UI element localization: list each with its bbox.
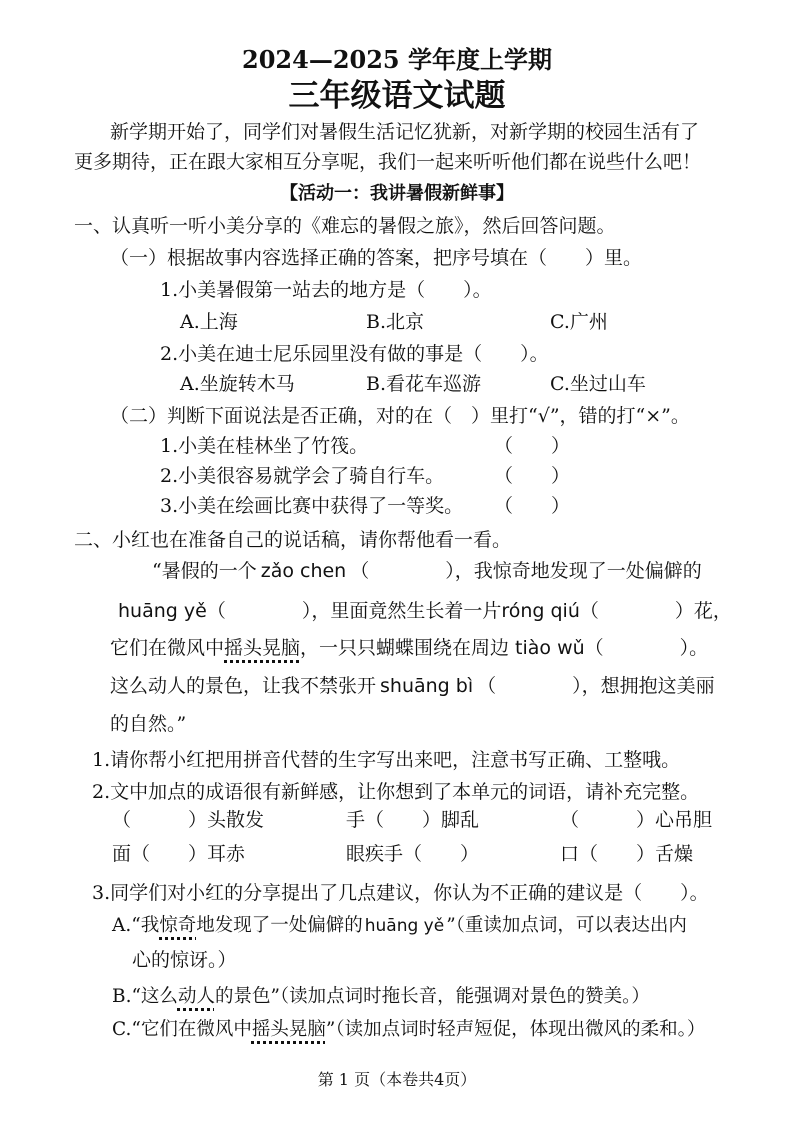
question-1-part-2-heading: （二）判断下面说法是否正确，对的在（ ）里打“√”，错的打“×”。 [110,405,690,427]
suggestion-a-line-1: A.“我惊奇地发现了一处偏僻的 huāng yě ”（重读加点词，可以表达出内 [112,915,687,936]
dotted-idiom: 摇头晃脑 [224,637,301,659]
judge-blank-1: （ ） [494,435,571,457]
option-a: A.坐旋转木马 [180,373,295,395]
exam-year: 2024—2025 学年度上学期 [242,45,552,74]
intro-line-1: 新学期开始了，同学们对暑假生活记忆犹新，对新学期的校园生活有了 [110,121,700,143]
passage-line-5: 的自然。” [110,713,187,735]
idiom-blank-1: （ ）头散发 [112,809,265,831]
dotted-word: 动人 [177,986,215,1007]
option-a: A.上海 [180,311,238,333]
option-c: C.坐过山车 [550,373,646,395]
exam-title: 三年级语文试题 [288,78,506,114]
judge-item-2: 2.小美很容易就学会了骑自行车。 [160,465,445,487]
suggestion-b: B.“这么动人的景色”（读加点词时拖长音，能强调对景色的赞美。） [112,986,650,1007]
idiom-blank-2: 手（ ）脚乱 [346,809,480,831]
idiom-blank-3: （ ）心吊胆 [560,809,713,831]
option-b: B.看花车巡游 [366,373,482,395]
pinyin-zaochen: zǎo chen [260,560,347,582]
question-2-sub-1: 1.请你帮小红把用拼音代替的生字写出来吧，注意书写正确、工整哦。 [92,749,681,771]
question-1-item-2: 2.小美在迪士尼乐园里没有做的事是（ ）。 [160,343,549,365]
pinyin-huangye: huāng yě [364,916,445,936]
option-c: C.广州 [550,311,608,333]
dotted-idiom: 摇头晃脑 [251,1019,326,1040]
judge-blank-2: （ ） [494,465,571,487]
passage-line-1: “暑假的一个 zǎo chen （ ），我惊奇地发现了一处偏僻的 [152,560,702,582]
suggestion-a-line-2: 心的惊讶。） [132,949,237,971]
passage-line-3: 它们在微风中摇头晃脑，一只只蝴蝶围绕在周边 tiào wǔ（ ）。 [110,637,709,659]
option-b: B.北京 [366,311,425,333]
question-2-sub-2: 2.文中加点的成语很有新鲜感，让你想到了本单元的词语，请补充完整。 [92,781,700,803]
judge-blank-3: （ ） [494,495,571,517]
dotted-word: 惊奇 [159,915,197,936]
idiom-blank-5: 眼疾手（ ） [346,843,480,865]
pinyin-rongqiu: róng qiú [501,600,580,622]
activity-heading: 【活动一：我讲暑假新鲜事】 [280,183,514,204]
question-1-heading: 一、认真听一听小美分享的《难忘的暑假之旅》，然后回答问题。 [74,215,616,237]
question-1-item-1: 1.小美暑假第一站去的地方是（ ）。 [160,279,492,301]
judge-item-1: 1.小美在桂林坐了竹筏。 [160,435,369,457]
passage-line-2: huāng yě（ ），里面竟然生长着一片róng qiú（ ）花， [118,600,732,622]
idiom-blank-4: 面（ ）耳赤 [112,843,246,865]
question-1-part-1-heading: （一）根据故事内容选择正确的答案，把序号填在（ ）里。 [110,247,643,269]
page-footer: 第 1 页（本卷共4页） [317,1070,477,1089]
judge-item-3: 3.小美在绘画比赛中获得了一等奖。 [160,495,464,517]
question-2-heading: 二、小红也在准备自己的说话稿，请你帮他看一看。 [74,529,512,551]
pinyin-shuangbi: shuāng bì [380,675,474,697]
pinyin-tiaowu: tiào wǔ [515,637,585,659]
idiom-blank-6: 口（ ）舌燥 [560,843,694,865]
pinyin-huangye: huāng yě [118,600,207,622]
intro-line-2: 更多期待，正在跟大家相互分享呢，我们一起来听听他们都在说些什么吧！ [74,151,702,173]
suggestion-c: C.“它们在微风中摇头晃脑”（读加点词时轻声短促，体现出微风的柔和。） [112,1019,706,1040]
passage-line-4: 这么动人的景色，让我不禁张开 shuāng bì （ ），想拥抱这美丽 [110,675,715,697]
question-2-sub-3: 3.同学们对小红的分享提出了几点建议，你认为不正确的建议是（ ）。 [92,882,709,904]
